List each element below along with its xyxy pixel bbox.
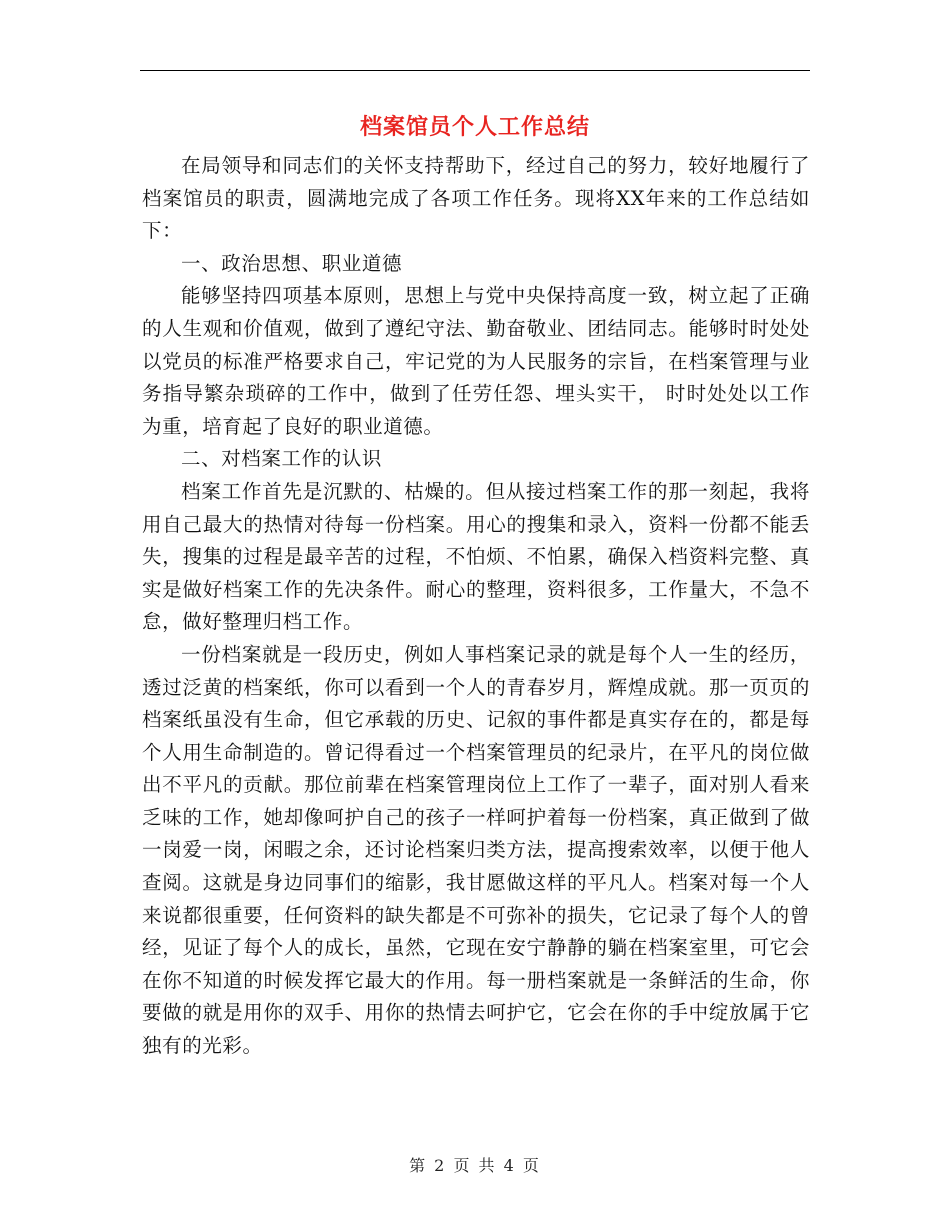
section-heading-archive-work: 二、对档案工作的认识 [181,447,383,471]
page-number: 第 2 页 共 4 页 [409,1156,541,1175]
document-body [142,150,810,1063]
archive-work-paragraph: 档案工作首先是沉默的、枯燥的。但从接过档案工作的那一刻起，我将用自己最大的热情对待每一份档案。用心的搜集和录入，资料一份都不能丢失，搜集的过程是最辛苦的过程，不怕烦、不怕累，确保入档资料完整、真实是做好档案工作的先决条件。耐心的整理，资料很多，工作量大，不急不怠，做好整理归档工作。 [142,479,810,634]
section-heading-politics: 一、政治思想、职业道德 [181,251,403,275]
header-rule [140,70,810,71]
document-title: 档案馆员个人工作总结 [359,115,590,140]
intro-paragraph: 在局领导和同志们的关怀支持帮助下，经过自己的努力，较好地履行了档案馆员的职责，圆满地完成了各项工作任务。现将XX年来的工作总结如下： [142,154,810,243]
politics-paragraph: 能够坚持四项基本原则，思想上与党中央保持高度一致，树立起了正确的人生观和价值观，做到了遵纪守法、勤奋敬业、团结同志。能够时时处处以党员的标准严格要求自己，牢记党的为人民服务的宗旨，在档案管理与业务指导繁杂琐碎的工作中，做到了任劳任怨、埋头实干， 时时处处以工作为重，培育起了良好的职业道德。 [142,284,810,438]
archive-history-paragraph: 一份档案就是一段历史，例如人事档案记录的就是每个人一生的经历，透过泛黄的档案纸，你可以看到一个人的青春岁月，辉煌成就。那一页页的档案纸虽没有生命，但它承载的历史、记叙的事件都是真实存在的，都是每个人用生命制造的。曾记得看过一个档案管理员的纪录片，在平凡的岗位做出不平凡的贡献。那位前辈在档案管理岗位上工作了一辈子，面对别人看来乏味的工作，她却像呵护自己的孩子一样呵护着每一份档案，真正做到了做一岗爱一岗，闲暇之余，还讨论档案归类方法，提高搜索效率，以便于他人查阅。这就是身边同事们的缩影，我甘愿做这样的平凡人。档案对每一个人来说都很重要，任何资料的缺失都是不可弥补的损失，它记录了每个人的曾经，见证了每个人的成长，虽然，它现在安宁静静的躺在档案室里，可它会在你不知道的时候发挥它最大的作用。每一册档案就是一条鲜活的生命，你要做的就是用你的双手、用你的热情去呵护它，它会在你的手中绽放属于它独有的光彩。 [142,642,810,1058]
